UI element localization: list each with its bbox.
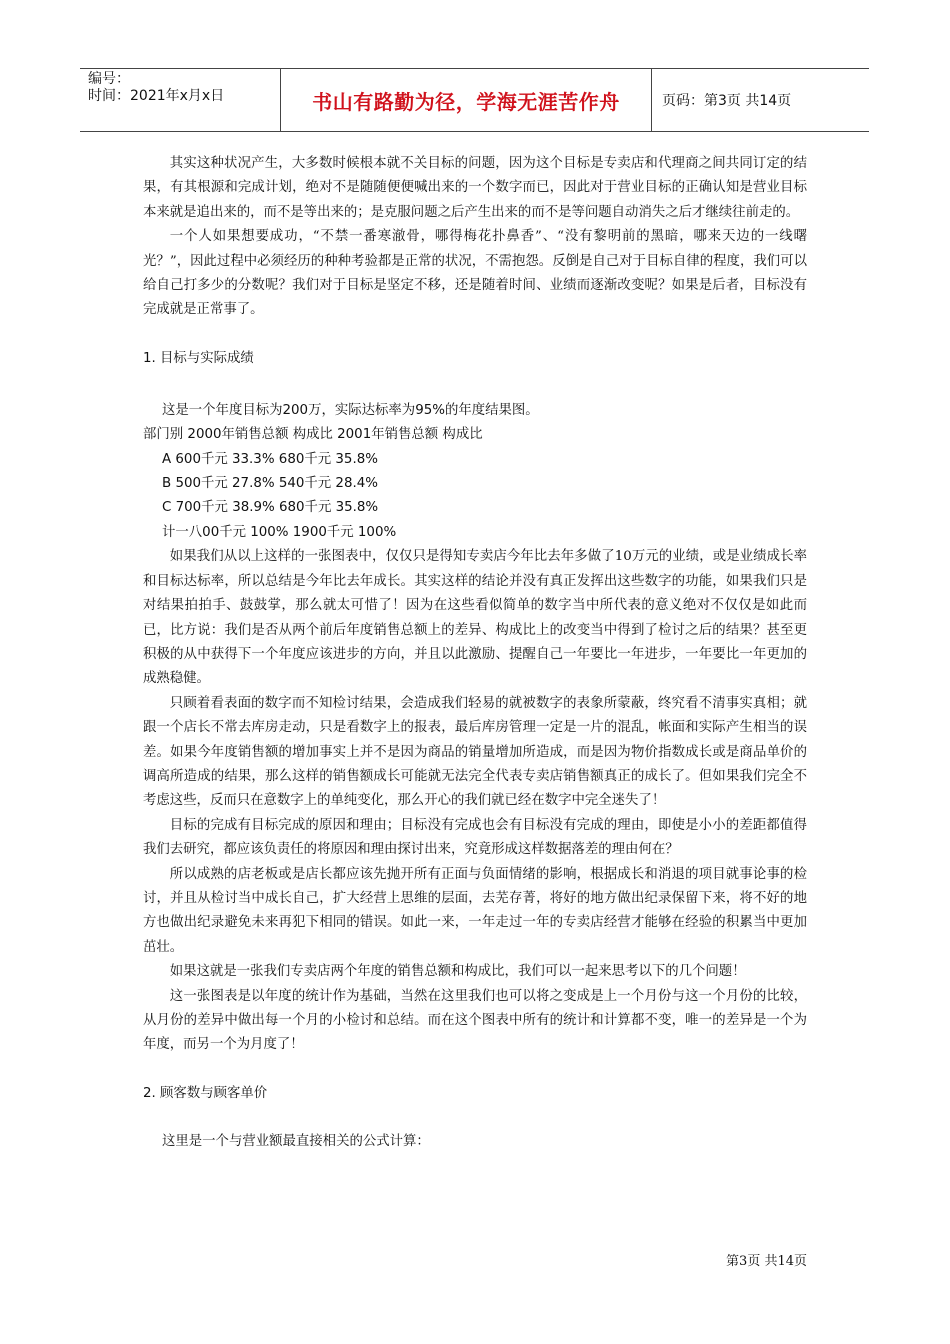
header-motto-cell	[281, 69, 652, 131]
paragraph: 其实这种状况产生，大多数时候根本就不关目标的问题，因为这个目标是专卖店和代理商之间共同订定的结果，有其根源和完成计划，绝对不是随随便便喊出来的一个数字而已，因此对于营业目标的正确认知是营业目标本来就是追出来的，而不是等出来的；是克服问题之后产生出来的而不是等问题自动消失之后才继续往前走的。	[143, 156, 807, 220]
header-page-info: 页码：第3页 共14页	[662, 93, 792, 109]
table-header: 部门别 2000年销售总额 构成比 2001年销售总额 构成比	[143, 427, 483, 443]
table-row: 计一八00千元 100% 1900千元 100%	[162, 524, 397, 540]
paragraph: 这里是一个与营业额最直接相关的公式计算：	[162, 1133, 430, 1149]
header-motto: 书山有路勤为径，学海无涯苦作舟	[312, 89, 620, 114]
table-row: C 700千元 38.9% 680千元 35.8%	[162, 500, 379, 516]
paragraph: 这是一个年度目标为200万，实际达标率为95%的年度结果图。	[162, 402, 539, 418]
time-label: 时间：2021年x月x日	[88, 88, 225, 104]
paragraph: 如果这就是一张我们专卖店两个年度的销售总额和构成比，我们可以一起来思考以下的几个问题！	[169, 964, 746, 980]
section-heading-2: 2. 顾客数与顾客单价	[143, 1085, 268, 1101]
header-meta	[80, 69, 281, 131]
header-page-cell	[652, 69, 869, 131]
paragraph: 如果我们从以上这样的一张图表中，仅仅只是得知专卖店今年比去年多做了10万元的业绩，或是业绩成长率和目标达标率，所以总结是今年比去年成长。其实这样的结论并没有真正发挥出这些数字的功能，如果我们只是对结果拍拍手、鼓鼓掌，那么就太可惜了！因为在这些看似简单的数字当中所代表的意义绝对不仅仅是如此而已，比方说：我们是否从两个前后年度销售总额上的差异、构成比上的改变当中得到了检讨之后的结果？甚至更积极的从中获得下一个年度应该进步的方向，并且以此激励、提醒自己一年要比一年进步，一年要比一年更加的成熟稳健。	[143, 549, 807, 687]
document-body	[143, 152, 807, 1154]
table-row: B 500千元 27.8% 540千元 28.4%	[162, 476, 378, 492]
paragraph: 这一张图表是以年度的统计作为基础，当然在这里我们也可以将之变成是上一个月份与这一个月份的比较，从月份的差异中做出每一个月的小检讨和总结。而在这个图表中所有的统计和计算都不变，唯一的差异是一个为年度，而另一个为月度了！	[143, 988, 807, 1053]
paragraph: 所以成熟的店老板或是店长都应该先抛开所有正面与负面情绪的影响，根据成长和消退的项目就事论事的检讨，并且从检讨当中成长自己，扩大经营上思维的层面，去芜存菁，将好的地方做出纪录保留下来，将不好的地方也做出纪录避免未来再犯下相同的错误。如此一来，一年走过一年的专卖店经营才能够在经验的积累当中更加茁壮。	[143, 866, 807, 955]
page-footer: 第3页 共14页	[726, 1254, 807, 1269]
number-label: 编号：	[88, 71, 130, 87]
paragraph: 只顾着看表面的数字而不知检讨结果，会造成我们轻易的就被数字的表象所蒙蔽，终究看不清事实真相；就跟一个店长不常去库房走动，只是看数字上的报表，最后库房管理一定是一片的混乱，帐面和实际产生相当的误差。如果今年度销售额的增加事实上并不是因为商品的销量增加所造成，而是因为物价指数成长或是商品单价的调高所造成的结果，那么这样的销售额成长可能就无法完全代表专卖店销售额真正的成长了。但如果我们完全不考虑这些，反而只在意数字上的单纯变化，那么开心的我们就已经在数字中完全迷失了！	[143, 695, 807, 809]
page-header	[80, 68, 869, 132]
paragraph: 一个人如果想要成功，“不禁一番寒澈骨，哪得梅花扑鼻香”、“没有黎明前的黑暗，哪来天边的一线曙光？”，因此过程中必须经历的种种考验都是正常的状况，不需抱怨。反倒是自己对于目标自律的程度，我们可以给自己打多少的分数呢？我们对于目标是坚定不移，还是随着时间、业绩而逐渐改变呢？如果是后者，目标没有完成就是正常事了。	[143, 229, 807, 318]
table-row: A 600千元 33.3% 680千元 35.8%	[162, 451, 378, 467]
section-heading-1: 1. 目标与实际成绩	[143, 350, 254, 366]
paragraph: 目标的完成有目标完成的原因和理由；目标没有完成也会有目标没有完成的理由，即使是小小的差距都值得我们去研究，都应该负责任的将原因和理由探讨出来，究竟形成这样数据落差的理由何在？	[143, 817, 807, 858]
